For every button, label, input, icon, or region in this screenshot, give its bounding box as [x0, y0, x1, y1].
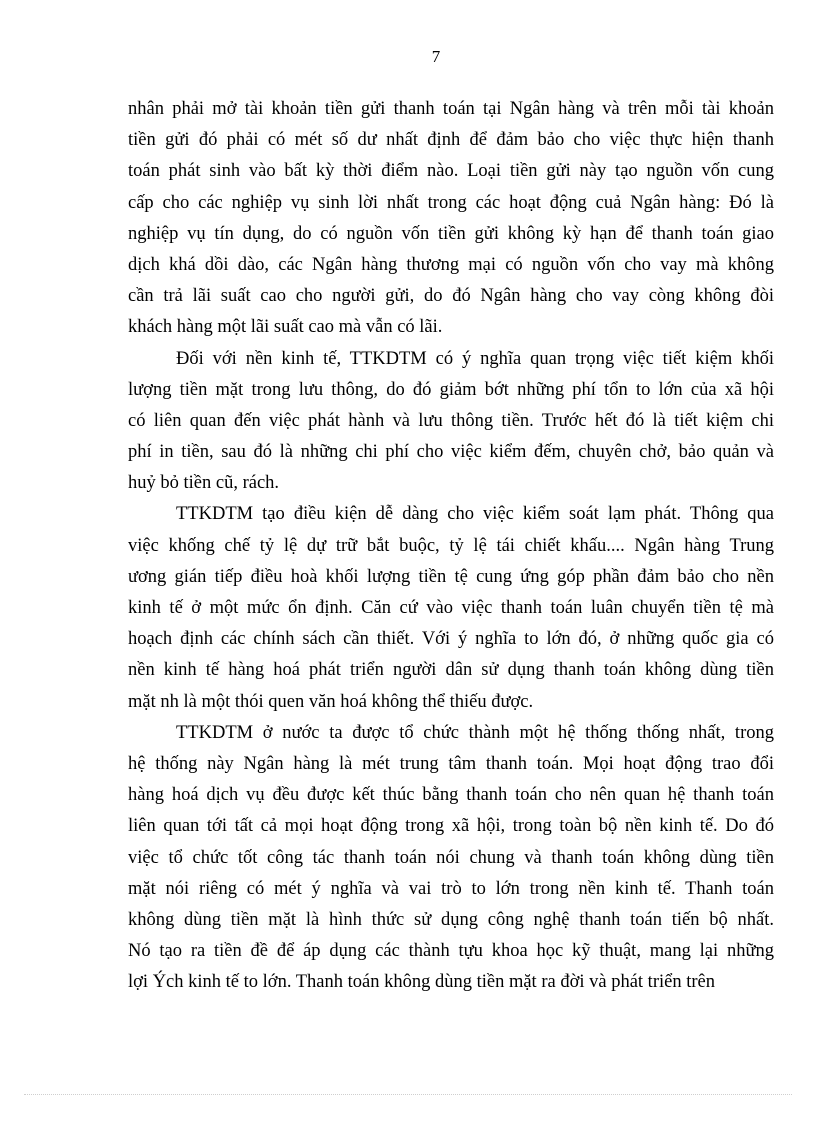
text-line: Nó tạo ra tiền đề để áp dụng các thành tựu khoa học kỹ thuật, mang lại những: [128, 941, 774, 962]
text-line: cần trả lãi suất cao cho người gửi, do đó Ngân hàng cho vay còng không đòi: [128, 286, 774, 307]
text-line: khách hàng một lãi suất cao mà vẫn có lãi.: [128, 317, 443, 338]
text-line: hệ thống này Ngân hàng là mét trung tâm thanh toán. Mọi hoạt động trao đổi: [128, 753, 774, 774]
text-line: mặt nh là một thói quen văn hoá không thể thiếu được.: [128, 691, 534, 712]
text-line: TTKDTM tạo điều kiện dễ dàng cho việc kiểm soát lạm phát. Thông qua: [176, 504, 774, 525]
text-line: huỷ bỏ tiền cũ, rách.: [128, 473, 280, 494]
text-line: nền kinh tế hàng hoá phát triển người dân sử dụng thanh toán không dùng tiền: [128, 660, 774, 681]
text-line: nghiệp vụ tín dụng, do có nguồn vốn tiền gửi không kỳ hạn để thanh toán giao: [128, 223, 774, 244]
text-line: cấp cho các nghiệp vụ sinh lời nhất trong các hoạt động cuả Ngân hàng: Đó là: [128, 192, 774, 213]
text-line: lượng tiền mặt trong lưu thông, do đó giảm bớt những phí tổn to lớn của xã hội: [128, 379, 774, 400]
text-line: không dùng tiền mặt là hình thức sử dụng công nghệ thanh toán tiến bộ nhất.: [128, 909, 774, 930]
text-line: phí in tiền, sau đó là những chi phí cho việc kiểm đếm, chuyên chở, bảo quản và: [128, 442, 774, 463]
text-line: liên quan tới tất cả mọi hoạt động trong xã hội, trong toàn bộ nền kinh tế. Do đó: [128, 816, 774, 837]
text-line: hàng hoá dịch vụ đều được kết thúc bằng thanh toán cho nên quan hệ thanh toán: [128, 785, 774, 806]
text-line: việc khống chế tỷ lệ dự trữ bắt buộc, tỷ lệ tái chiết khấu.... Ngân hàng Trung: [128, 535, 774, 556]
text-line: toán phát sinh vào bất kỳ thời điểm nào. Loại tiền gửi này tạo nguồn vốn cung: [128, 161, 774, 182]
text-line: có liên quan đến việc phát hành và lưu thông tiền. Trước hết đó là tiết kiệm chi: [128, 410, 774, 431]
text-line: TTKDTM ở nước ta được tổ chức thành một hệ thống thống nhất, trong: [176, 722, 774, 743]
page-number: 7: [431, 47, 441, 66]
document-body: [128, 94, 774, 998]
page-bottom-dotted-rule: [24, 1094, 792, 1095]
text-line: tiền gửi đó phải có mét số dư nhất định để đảm bảo cho việc thực hiện thanh: [128, 130, 774, 151]
text-line: mặt nói riêng có mét ý nghĩa và vai trò to lớn trong nền kinh tế. Thanh toán: [128, 878, 774, 899]
text-line: hoạch định các chính sách cần thiết. Với ý nghĩa to lớn đó, ở những quốc gia có: [128, 629, 774, 650]
text-line: lợi Ých kinh tế to lớn. Thanh toán không dùng tiền mặt ra đời và phát triển trên: [128, 972, 715, 993]
text-line: dịch khá dồi dào, các Ngân hàng thương mại có nguồn vốn cho vay mà không: [128, 254, 774, 275]
text-line: ương gián tiếp điều hoà khối lượng tiền tệ cung ứng góp phần đảm bảo cho nền: [128, 566, 774, 587]
text-line: kinh tế ở một mức ổn định. Căn cứ vào việc thanh toán luân chuyển tiền tệ mà: [128, 598, 774, 618]
text-line: nhân phải mở tài khoản tiền gửi thanh toán tại Ngân hàng và trên mỗi tài khoản: [128, 99, 774, 119]
text-line: việc tổ chức tốt công tác thanh toán nói chung và thanh toán không dùng tiền: [128, 847, 774, 868]
text-line: Đối với nền kinh tế, TTKDTM có ý nghĩa quan trọng việc tiết kiệm khối: [176, 348, 774, 369]
